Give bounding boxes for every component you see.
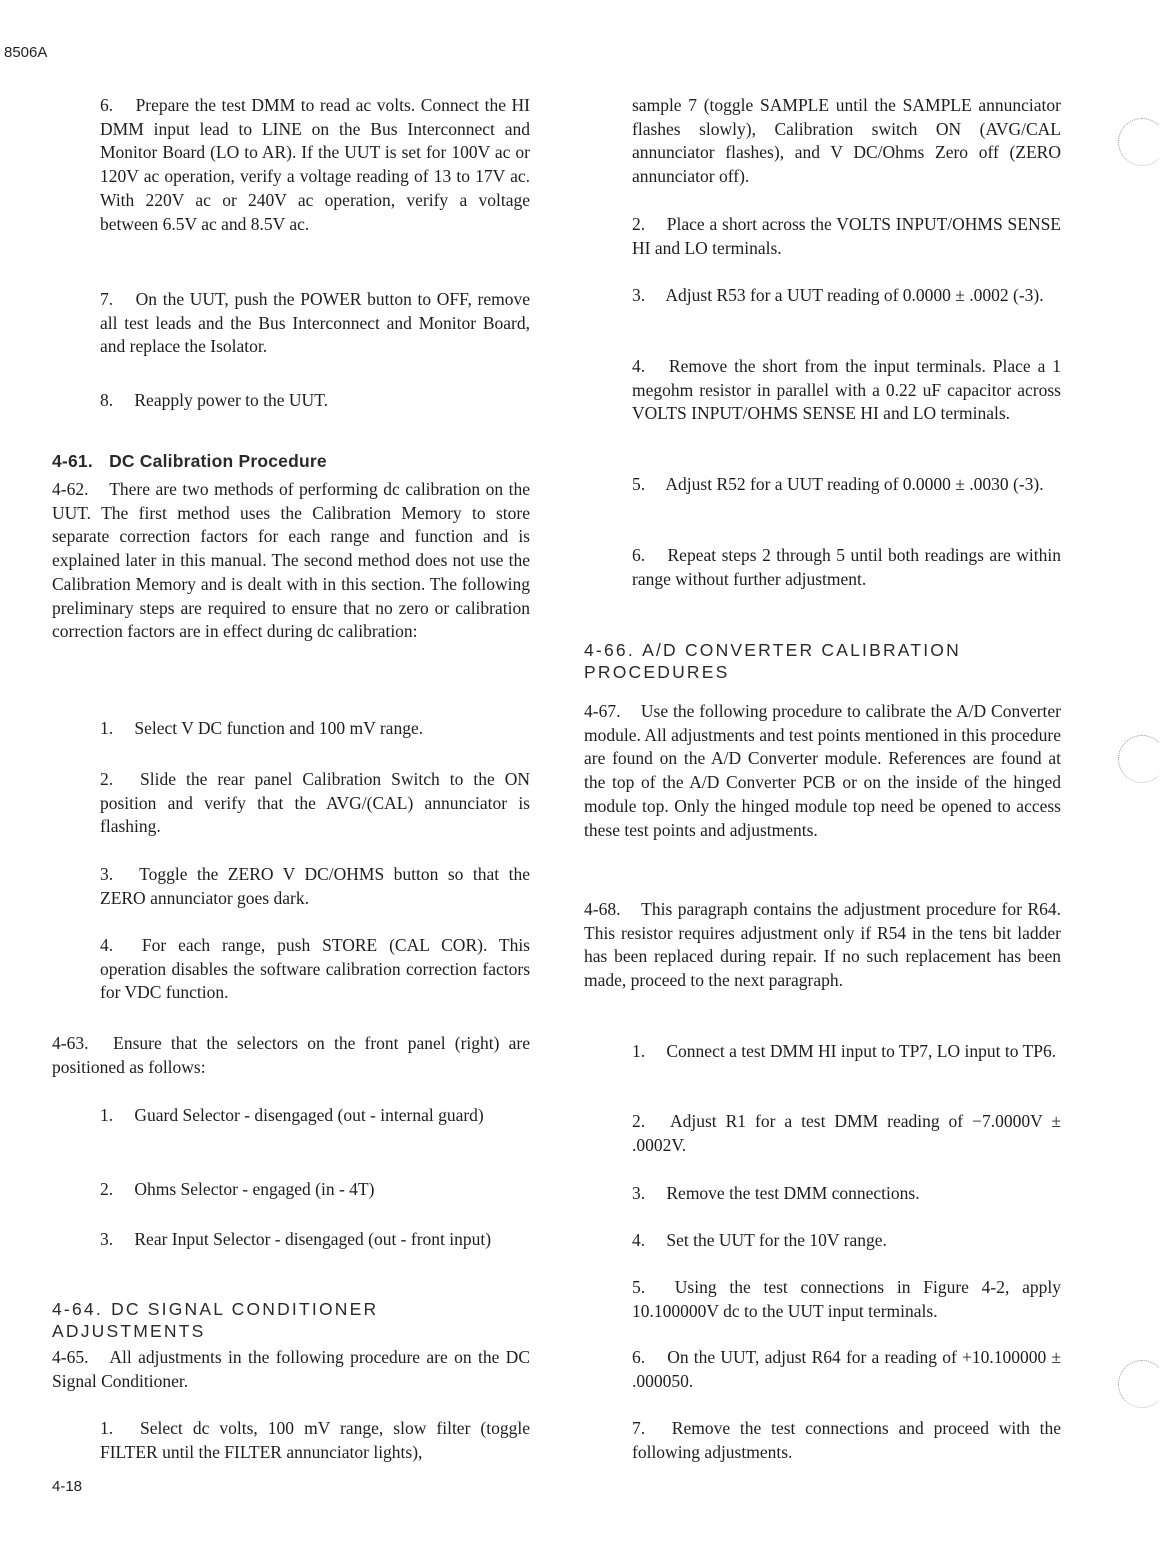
paragraph-number: 4-63. [52, 1033, 89, 1053]
section-number: 4-61. [52, 451, 93, 471]
paragraph-4-67 [584, 700, 1061, 842]
step-text: Using the test connections in Figure 4-2, apply 10.100000V dc to the UUT input terminals. [632, 1277, 1062, 1321]
step-text: Remove the test connections and proceed with the following adjustments. [632, 1418, 1062, 1462]
step-text: sample 7 (toggle SAMPLE until the SAMPLE annunciator flashes slowly), Calibration switch ON (AVG/CAL annunciator flashes), and V DC/Ohms Zero off (ZERO annunciator off). [632, 95, 1061, 187]
section-title: A/D CONVERTER CALIBRATION PROCEDURES [584, 640, 961, 682]
step-number: 3. [632, 1183, 646, 1203]
dcsc-step-6 [632, 544, 1061, 591]
step-number: 8. [100, 390, 114, 410]
paragraph-text: There are two methods of performing dc calibration on the UUT. The first method uses the Calibration Memory to store separate correction factors for each range and function and is explained later in this manual. The second method does not use the Calibration Memory and is dealt with in this section. The following preliminary steps are required to ensure that no zero or calibration correction factors are in effect during dc calibration: [52, 479, 531, 642]
step-number: 6. [632, 545, 646, 565]
binder-hole-mark [1118, 118, 1166, 166]
step-text: Connect a test DMM HI input to TP7, LO input to TP6. [666, 1041, 1057, 1061]
step-text: Set the UUT for the 10V range. [666, 1230, 887, 1250]
document-code: 8506A [4, 44, 48, 61]
step-text: Guard Selector - disengaged (out - internal guard) [134, 1105, 484, 1125]
step-text: Select dc volts, 100 mV range, slow filter (toggle FILTER until the FILTER annunciator lights), [100, 1418, 530, 1462]
paragraph-number: 4-65. [52, 1347, 89, 1367]
paragraph-number: 4-62. [52, 479, 89, 499]
binder-hole-mark [1118, 1360, 1166, 1408]
paragraph-4-63 [52, 1032, 530, 1079]
paragraph-text: Use the following procedure to calibrate the A/D Converter module. All adjustments and test points mentioned in this procedure are found on the A/D Converter module. References are found at the top of the A/D Converter PCB or on the inside of the hinged module top. Only the hinged module top need be opened to access these test points and adjustments. [584, 701, 1061, 840]
step-number: 3. [632, 285, 646, 305]
section-heading-4-66 [584, 639, 1061, 683]
step-text: Reapply power to the UUT. [134, 390, 328, 410]
page-number: 4-18 [52, 1478, 83, 1495]
selector-step-1 [100, 1104, 530, 1128]
binder-hole-mark [1118, 735, 1166, 783]
step-8 [100, 389, 530, 413]
section-number: 4-64. [52, 1299, 103, 1319]
prelim-step-3 [100, 863, 530, 910]
selector-step-2 [100, 1178, 530, 1202]
section-heading-4-64 [52, 1298, 530, 1342]
prelim-step-4 [100, 934, 530, 1005]
step-number: 4. [100, 935, 114, 955]
r64-step-4 [632, 1229, 1061, 1253]
prelim-step-1 [100, 717, 530, 741]
paragraph-number: 4-67. [584, 701, 621, 721]
r64-step-1 [632, 1040, 1061, 1064]
step-text: Remove the test DMM connections. [666, 1183, 920, 1203]
step-text: Adjust R52 for a UUT reading of 0.0000 ± .0030 (-3). [665, 474, 1044, 494]
step-text: Select V DC function and 100 mV range. [134, 718, 424, 738]
paragraph-number: 4-68. [584, 899, 621, 919]
step-text: Ohms Selector - engaged (in - 4T) [134, 1179, 375, 1199]
step-text: Slide the rear panel Calibration Switch to the ON position and verify that the AVG/(CAL) annunciator is flashing. [100, 769, 530, 837]
dcsc-step-1 [100, 1417, 530, 1464]
r64-step-3 [632, 1182, 1061, 1206]
step-text: On the UUT, push the POWER button to OFF, remove all test leads and the Bus Interconnect and Monitor Board, and replace the Isolator. [100, 289, 531, 357]
prelim-step-2 [100, 768, 530, 839]
r64-step-7 [632, 1417, 1061, 1464]
r64-step-6 [632, 1346, 1061, 1393]
dcsc-step-3 [632, 284, 1061, 308]
step-text: Repeat steps 2 through 5 until both readings are within range without further adjustment. [632, 545, 1061, 589]
paragraph-text: Ensure that the selectors on the front panel (right) are positioned as follows: [52, 1033, 530, 1077]
paragraph-4-68 [584, 898, 1061, 993]
step-text: Place a short across the VOLTS INPUT/OHMS SENSE HI and LO terminals. [632, 214, 1062, 258]
section-title: DC Calibration Procedure [109, 451, 327, 471]
paragraph-text: This paragraph contains the adjustment procedure for R64. This resistor requires adjustment only if R54 in the tens bit ladder has been replaced during repair. If no such replacement has been made, proceed to the next paragraph. [584, 899, 1061, 991]
step-7 [100, 288, 530, 359]
step-text: For each range, push STORE (CAL COR). This operation disables the software calibration correction factors for VDC function. [100, 935, 530, 1003]
step-number: 4. [632, 1230, 646, 1250]
step-number: 2. [100, 1179, 114, 1199]
step-number: 7. [632, 1418, 646, 1438]
selector-step-3 [100, 1228, 530, 1252]
step-6 [100, 94, 530, 236]
step-number: 1. [100, 1418, 114, 1438]
step-number: 3. [100, 864, 114, 884]
paragraph-4-65 [52, 1346, 530, 1393]
step-number: 1. [632, 1041, 646, 1061]
dcsc-step-1-continued [632, 94, 1061, 189]
dcsc-step-4 [632, 355, 1061, 426]
paragraph-4-62 [52, 478, 530, 644]
step-number: 5. [632, 474, 646, 494]
r64-step-5 [632, 1276, 1061, 1323]
step-number: 2. [100, 769, 114, 789]
step-number: 5. [632, 1277, 646, 1297]
dcsc-step-2 [632, 213, 1061, 260]
step-text: Rear Input Selector - disengaged (out - front input) [134, 1229, 492, 1249]
step-number: 2. [632, 1111, 646, 1131]
step-text: On the UUT, adjust R64 for a reading of +10.100000 ± .000050. [632, 1347, 1062, 1391]
step-number: 4. [632, 356, 646, 376]
section-number: 4-66. [584, 640, 635, 660]
step-number: 6. [632, 1347, 646, 1367]
step-number: 3. [100, 1229, 114, 1249]
step-text: Adjust R53 for a UUT reading of 0.0000 ± .0002 (-3). [665, 285, 1044, 305]
step-text: Adjust R1 for a test DMM reading of −7.0000V ± .0002V. [632, 1111, 1061, 1155]
step-text: Remove the short from the input terminals. Place a 1 megohm resistor in parallel with a 0.22 uF capacitor across VOLTS INPUT/OHMS SENSE HI and LO terminals. [632, 356, 1061, 424]
step-number: 6. [100, 95, 114, 115]
r64-step-2 [632, 1110, 1061, 1157]
section-heading-4-61 [52, 450, 530, 472]
step-number: 7. [100, 289, 114, 309]
step-text: Prepare the test DMM to read ac volts. Connect the HI DMM input lead to LINE on the Bus Interconnect and Monitor Board (LO to AR). If the UUT is set for 100V ac or 120V ac operation, verify a voltage reading of 13 to 17V ac. With 220V ac or 240V ac operation, verify a voltage between 6.5V ac and 8.5V ac. [100, 95, 531, 234]
step-number: 2. [632, 214, 646, 234]
step-number: 1. [100, 1105, 114, 1125]
section-title: DC SIGNAL CONDITIONER ADJUSTMENTS [52, 1299, 379, 1341]
step-text: Toggle the ZERO V DC/OHMS button so that the ZERO annunciator goes dark. [100, 864, 530, 908]
dcsc-step-5 [632, 473, 1061, 497]
step-number: 1. [100, 718, 114, 738]
paragraph-text: All adjustments in the following procedure are on the DC Signal Conditioner. [52, 1347, 530, 1391]
